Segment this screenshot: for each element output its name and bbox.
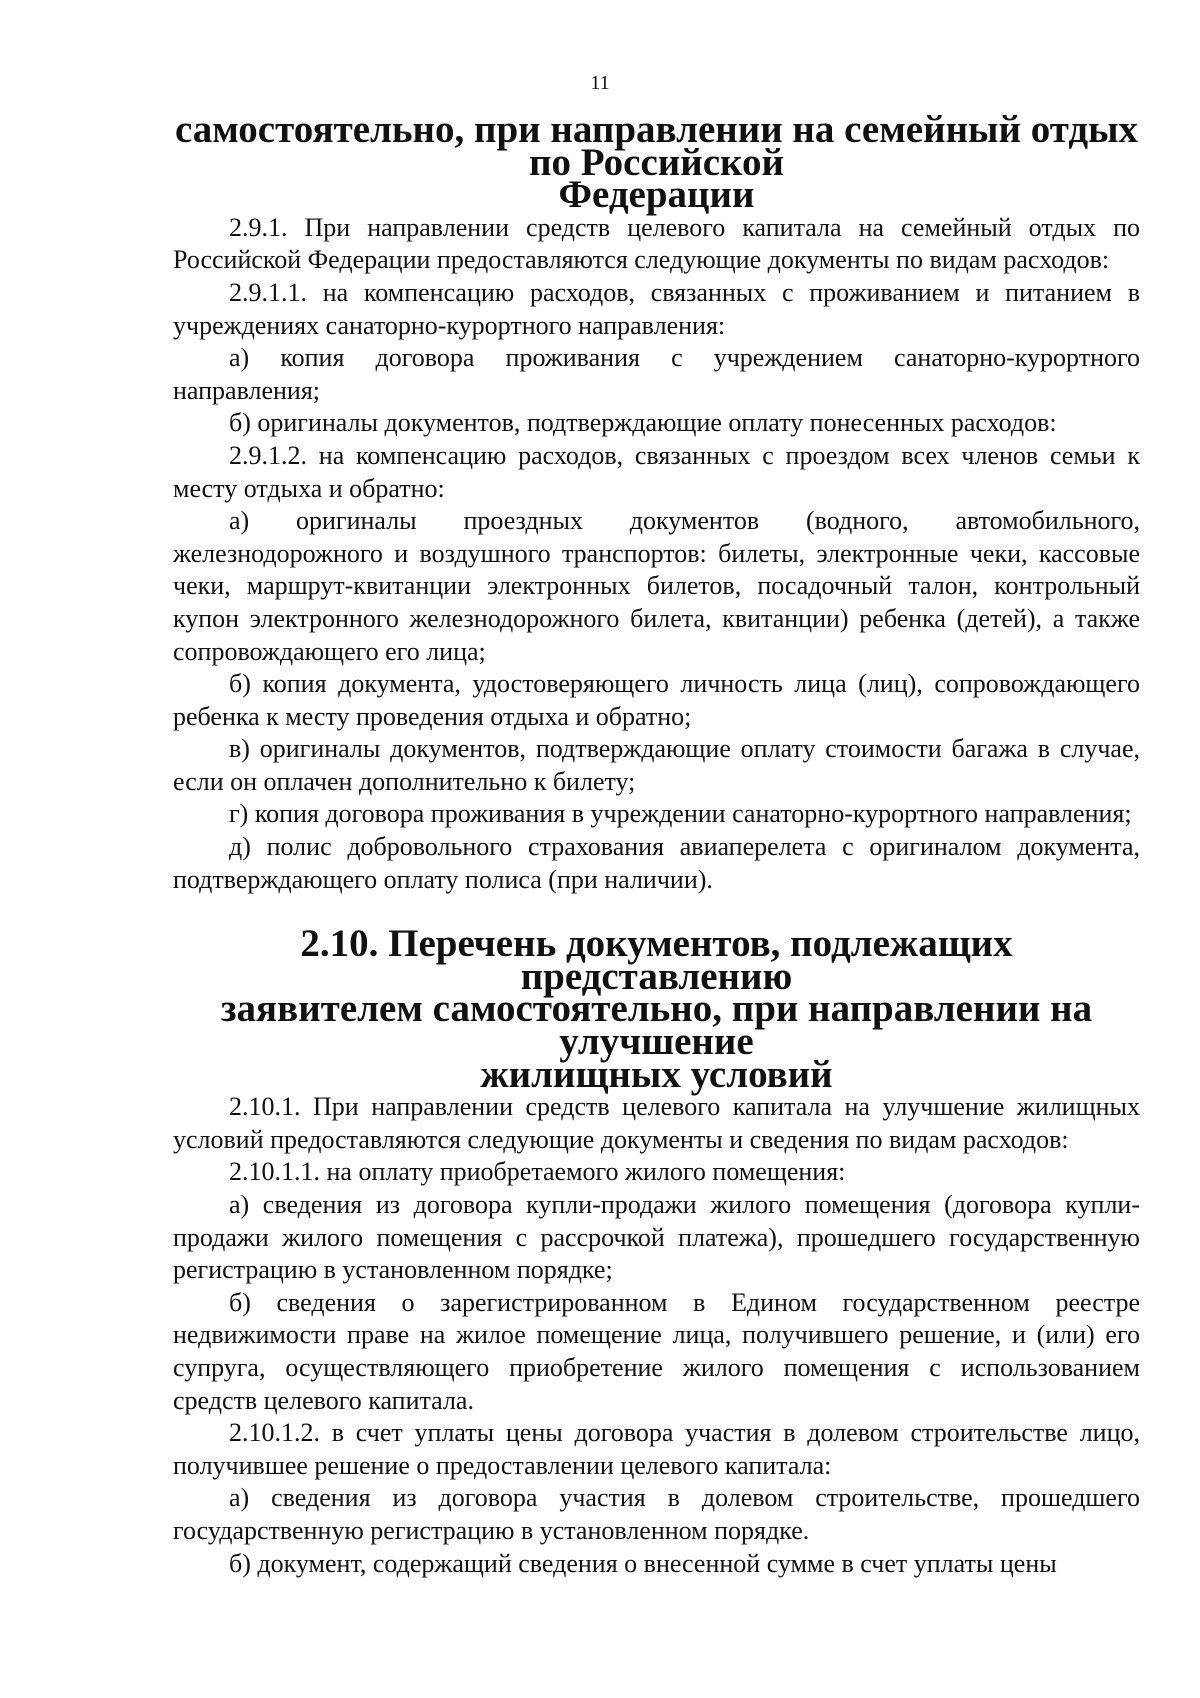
- heading-line: заявителем самостоятельно, при направлении на улучшение: [220, 987, 1093, 1064]
- list-item-g: г) копия договора проживания в учреждении санаторно-курортного направления;: [229, 799, 1132, 829]
- list-item-b: б) оригиналы документов, подтверждающие оплату понесенных расходов:: [229, 408, 1057, 438]
- paragraph-2-9-1-2: 2.9.1.2. на компенсацию расходов, связанных с проездом всех членов семьи к месту отдыха и обратно:: [173, 440, 1140, 503]
- heading-line: Федерации: [558, 173, 755, 217]
- paragraph-2-9-1: 2.9.1. При направлении средств целевого капитала на семейный отдых по Российской Федерации предоставляются следующие документы по видам расходов:: [173, 212, 1140, 275]
- document-body: [173, 108, 1140, 1580]
- list-item-b: б) документ, содержащий сведения о внесенной сумме в счет уплаты цены: [229, 1548, 1057, 1578]
- heading-line: самостоятельно, при направлении на семейный отдых по Российской: [174, 108, 1139, 184]
- list-item-a: а) сведения из договора участия в долевом строительстве, прошедшего государственную регистрацию в установленном порядке.: [173, 1483, 1140, 1545]
- list-item-a: а) оригиналы проездных документов (водного, автомобильного, железнодорожного и воздушного транспортов: билеты, электронные чеки, кассовые чеки, маршрут-квитанции электронных билетов, посадочный талон, контрольный купон электронного железнодорожного билета, квитанции) ребенка (детей), а также сопровождающего его лица;: [173, 506, 1140, 666]
- subsection-heading-continued: [173, 108, 1140, 217]
- paragraph-2-9-1-1: 2.9.1.1. на компенсацию расходов, связанных с проживанием и питанием в учреждениях санаторно-курортного направления:: [173, 277, 1140, 340]
- paragraph-2-10-1-2: 2.10.1.2. в счет уплаты цены договора участия в долевом строительстве лицо, получившее решение о предоставлении целевого капитала:: [173, 1418, 1140, 1480]
- paragraph-2-10-1-1: 2.10.1.1. на оплату приобретаемого жилого помещения:: [229, 1157, 846, 1187]
- list-item-b: б) копия документа, удостоверяющего личность лица (лиц), сопровождающего ребенка к месту проведения отдыха и обратно;: [173, 669, 1140, 731]
- list-item-b: б) сведения о зарегистрированном в Едином государственном реестре недвижимости праве на жилое помещение лица, получившего решение, и (или) его супруга, осуществляющего приобретение жилого помещения с использованием средств целевого капитала.: [173, 1287, 1140, 1415]
- list-item-v: в) оригиналы документов, подтверждающие оплату стоимости багажа в случае, если он оплачен дополнительно к билету;: [173, 734, 1140, 796]
- list-item-a: а) сведения из договора купли-продажи жилого помещения (договора купли-продажи жилого помещения с рассрочкой платежа), прошедшего государственную регистрацию в установленном порядке;: [173, 1190, 1140, 1285]
- heading-line: жилищных условий: [480, 1052, 833, 1096]
- paragraph-2-10-1: 2.10.1. При направлении средств целевого капитала на улучшение жилищных условий предоставляются следующие документы и сведения по видам расходов:: [173, 1092, 1140, 1154]
- list-item-a: а) копия договора проживания с учреждением санаторно-курортного направления;: [173, 343, 1140, 405]
- heading-line: 2.10. Перечень документов, подлежащих представлению: [300, 922, 1013, 998]
- section-heading-2-10: [173, 922, 1140, 1096]
- page-number: 11: [590, 72, 610, 94]
- list-item-d: д) полис добровольного страхования авиаперелета с оригиналом документа, подтверждающего оплату полиса (при наличии).: [173, 832, 1140, 894]
